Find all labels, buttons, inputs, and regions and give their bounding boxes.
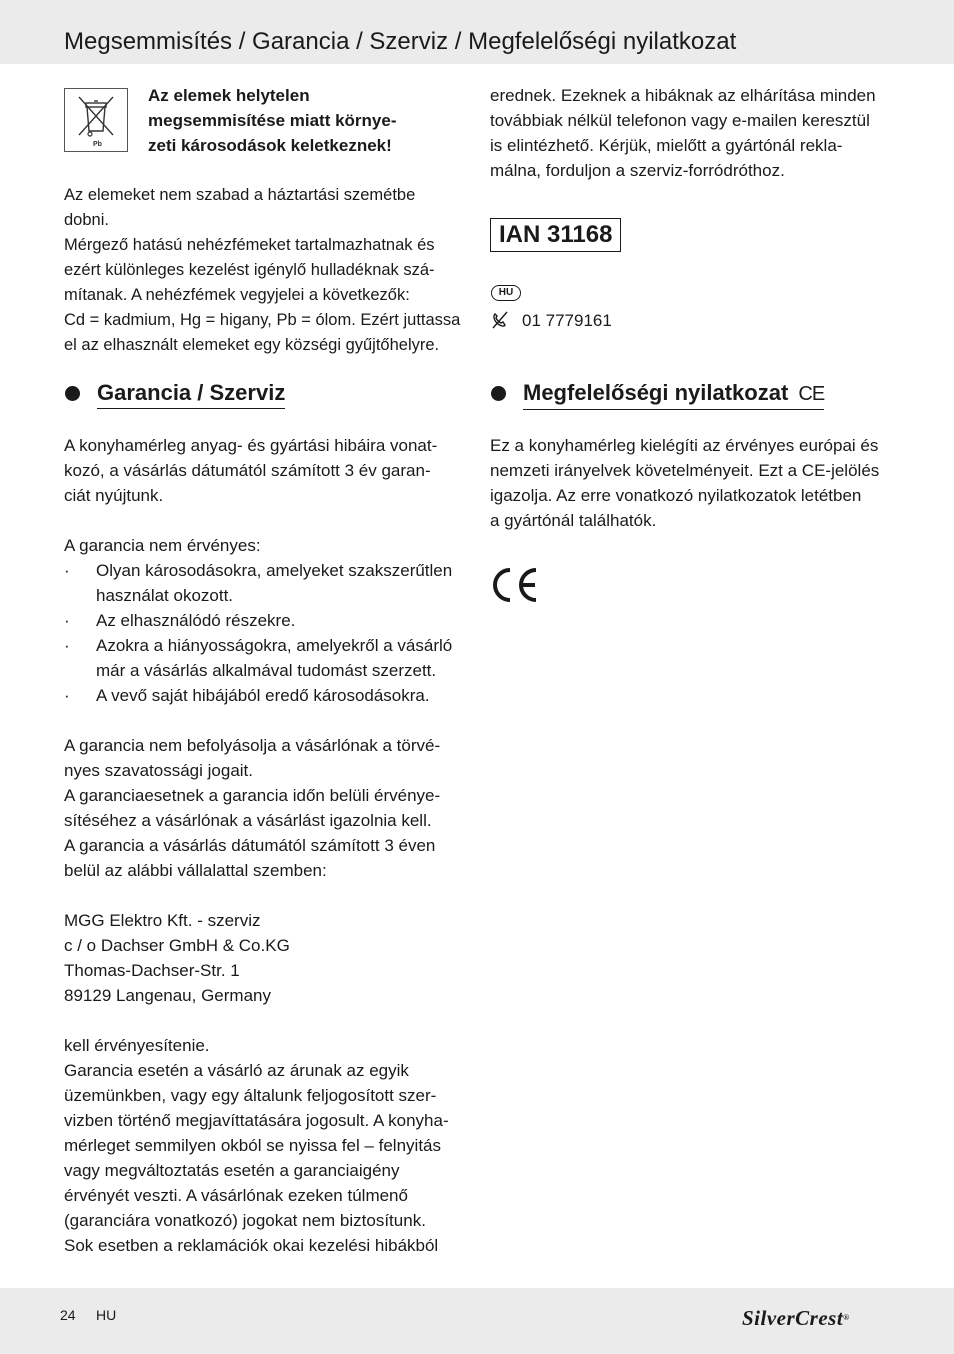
brand-logo: SilverCrest® <box>742 1306 850 1330</box>
crossed-bin-icon <box>64 88 128 152</box>
footer-language: HU <box>96 1307 117 1323</box>
warranty-continuation: erednek. Ezeknek a hibáknak az elhárítása minden továbbiak nélkül telefonon vagy e-mailen keresztül is elintézhető. Kérjük, mielőtt a gyártónál rekla- málna, forduljon a szerviz-forródróthoz. <box>490 86 876 180</box>
weee-icon-label: Pb <box>93 141 102 148</box>
hotline-number: 01 7779161 <box>522 311 612 330</box>
warranty-heading: Garancia / Szerviz <box>97 378 285 409</box>
conformity-heading: Megfelelőségi nyilatkozat CE <box>523 378 824 410</box>
warranty-text: A konyhamérleg anyag- és gyártási hibáira vonat- kozó, a vásárlás dátumától számított 3 év garan- ciát nyújtunk. A garancia nem érvényes: · Olyan károsodásokra, amelyeket szakszerűtlen használat okozott. · Az elhasználódó részekre. · Azokra a hiányosságokra, amelyekről a vásárló már a vásárlás alkalmával tudomást szerzett. · A vevő saját hibájából eredő károsodásokra. A garancia nem befolyásolja a vásárlónak a törvé- nyes szavatossági jogait. A garanciaesetnek a garancia időn belüli érvénye- sítéséhez a vásárlónak a vásárlást igazolnia kell. A garancia a vásárlás dátumától számított 3 éven belül az alábbi vállalattal szemben: MGG Elektro Kft. - szerviz c / o Dachser GmbH & Co.KG Thomas-Dachser-Str. 1 89129 Langenau, Germany kell érvényesítenie. Garancia esetén a vásárló az árunak az egyik üzemünkben, vagy egy általunk feljogosított szer- vizben történő megjavíttatására jogosult. A konyha- mérleget semmilyen okból se nyissa fel – felnyitás vagy megváltoztatás esetén a garanciaigény érvényét veszti. A vásárlónak ezeken túlmenő (garanciára vonatkozó) jogokat nem biztosítunk. Sok esetben a reklamációk okai kezelési hibákból <box>64 433 464 1258</box>
list-item: · Azokra a hiányosságokra, amelyekről a vásárló már a vásárlás alkalmával tudomást szerzett. <box>64 633 464 683</box>
service-address: MGG Elektro Kft. - szerviz c / o Dachser GmbH & Co.KG Thomas-Dachser-Str. 1 89129 Langenau, Germany <box>64 911 290 1005</box>
page-title: Megsemmisítés / Garancia / Szerviz / Megfelelőségi nyilatkozat <box>64 28 737 55</box>
list-item: · A vevő saját hibájából eredő károsodásokra. <box>64 683 464 708</box>
list-item: · Az elhasználódó részekre. <box>64 608 464 633</box>
ce-mark-icon: CE <box>798 383 825 405</box>
disposal-text: Az elemeket nem szabad a háztartási szemétbe dobni. Mérgező hatású nehézfémeket tartalmazhatnak és ezért különleges kezelést igénylő hulladéknak szá- mítanak. A nehézfémek vegyjelei a következők: Cd = kadmium, Hg = higany, Pb = ólom. Ezért juttassa el az elhasznált elemeket egy községi gyűjtőhelyre. <box>64 186 461 354</box>
disposal-warning: Az elemek helytelen megsemmisítése miatt környe- zeti károsodások keletkeznek! <box>148 86 397 155</box>
section-bullet-icon <box>491 386 506 401</box>
ian-number: IAN 31168 <box>490 218 621 252</box>
country-badge: HU <box>491 285 521 301</box>
conformity-text: Ez a konyhamérleg kielégíti az érvényes európai és nemzeti irányelvek követelményeit. Ezt a CE-jelölés igazolja. Az erre vonatkozó nyilatkozatok letétben a gyártónál találhatók. <box>490 436 880 530</box>
list-item: · Olyan károsodásokra, amelyeket szakszerűtlen használat okozott. <box>64 558 464 608</box>
section-bullet-icon <box>65 386 80 401</box>
ce-mark-large-icon <box>490 566 540 609</box>
page-number: 24 <box>60 1307 76 1323</box>
phone-icon <box>490 310 510 335</box>
